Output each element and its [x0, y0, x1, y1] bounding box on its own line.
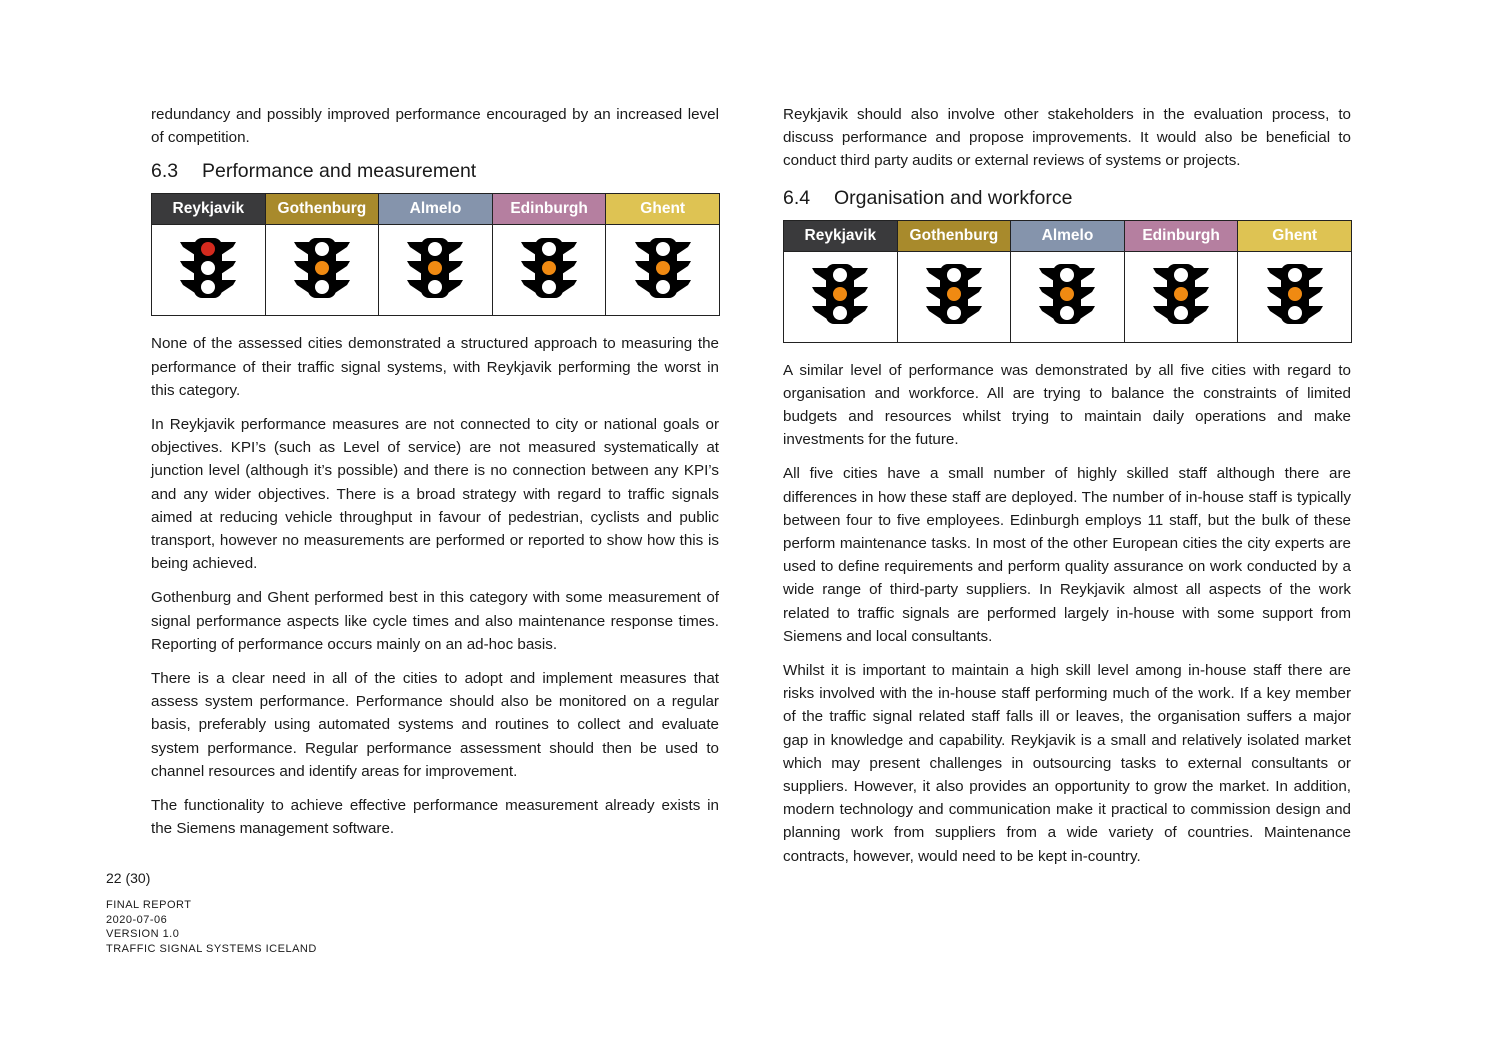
traffic-light-icon: [520, 238, 578, 298]
city-header: Gothenburg: [265, 194, 379, 225]
rating-cell: [492, 225, 606, 316]
city-header: Reykjavik: [784, 220, 898, 251]
rating-cell: [265, 225, 379, 316]
right-intro-paragraph: Reykjavik should also involve other stakeholders in the evaluation process, to discuss performance and propose improvements. It would also be beneficial to conduct third party audits or external reviews of systems or projects.: [783, 106, 1351, 170]
traffic-light-icon: [634, 238, 692, 298]
body-paragraph: In Reykjavik performance measures are not connected to city or national goals or objectives. KPI’s (such as Level of service) are not measured systematically at junction level (although it’s possible) and there is no connection between any KPI’s and any wider objectives. There is a broad strategy with regard to traffic signals aimed at reducing vehicle throughput in favour of pedestrian, cyclists and public transport, however no measurements are performed or reported to show how this is being achieved.: [151, 416, 719, 573]
traffic-light-icon: [1038, 264, 1096, 324]
meta-line: TRAFFIC SIGNAL SYSTEMS ICELAND: [106, 942, 317, 955]
section-6-3-heading: [151, 160, 719, 183]
body-paragraph: None of the assessed cities demonstrated a structured approach to measuring the performance of their traffic signal systems, with Reykjavik performing the worst in this category.: [151, 335, 719, 399]
body-paragraph: Gothenburg and Ghent performed best in this category with some measurement of signal performance aspects like cycle times and also maintenance response times. Reporting of performance occurs mainly on an ad-hoc basis.: [151, 589, 719, 653]
city-header: Ghent: [1238, 220, 1352, 251]
city-header: Edinburgh: [492, 194, 606, 225]
section-title: Performance and measurement: [202, 160, 477, 183]
body-paragraph: Whilst it is important to maintain a high skill level among in-house staff there are risks involved with the in-house staff performing much of the work. If a key member of the traffic signal related staff falls ill or leaves, the organisation suffers a major gap in knowledge and capability. Reykjavik is a small and relatively isolated market which may present challenges in outsourcing tasks to external consultants or suppliers. However, it also provides an opportunity to grow the market. In addition, modern technology and communication make it practical to commission design and planning work from suppliers from a wide variety of countries. Maintenance contracts, however, would need to be kept in-country.: [783, 662, 1351, 865]
city-header: Almelo: [379, 194, 493, 225]
traffic-light-icon: [179, 238, 237, 298]
meta-line: FINAL REPORT: [106, 899, 192, 911]
body-paragraph: A similar level of performance was demonstrated by all five cities with regard to organisation and workforce. All are trying to balance the constraints of limited budgets and resources whilst trying to maintain daily operations and make investments for the future.: [783, 361, 1351, 449]
meta-line: VERSION 1.0: [106, 928, 180, 940]
rating-cell: [1011, 251, 1125, 342]
document-meta: [106, 898, 317, 956]
traffic-light-icon: [293, 238, 351, 298]
section-title: Organisation and workforce: [834, 186, 1073, 209]
rating-table-organisation: [783, 220, 1352, 343]
rating-cell: [1238, 251, 1352, 342]
body-paragraph: All five cities have a small number of highly skilled staff although there are differences in how these staff are deployed. The number of in-house staff is typically between four to five employees. Edinburgh employs 11 staff, but the bulk of these perform maintenance tasks. In most of the other European cities the city experts are used to define requirements and perform quality assurance on work conducted by a wide range of third-party suppliers. In Reykjavik almost all aspects of the work related to traffic signals are performed largely in-house with some support from Siemens and local consultants.: [783, 465, 1351, 645]
traffic-light-icon: [811, 264, 869, 324]
traffic-light-icon: [1266, 264, 1324, 324]
meta-line: 2020-07-06: [106, 913, 168, 926]
section-number: 6.4: [783, 186, 811, 209]
page-number: 22 (30): [106, 870, 151, 886]
section-6-4-heading: [783, 187, 1351, 210]
left-column: [151, 103, 719, 851]
city-header: Ghent: [606, 194, 720, 225]
rating-table-performance: [151, 193, 720, 316]
rating-cell: [897, 251, 1011, 342]
rating-cell: [606, 225, 720, 316]
city-header: Gothenburg: [897, 220, 1011, 251]
traffic-light-icon: [925, 264, 983, 324]
traffic-light-icon: [406, 238, 464, 298]
left-intro-paragraph: redundancy and possibly improved performance encouraged by an increased level of competition.: [151, 106, 719, 147]
city-header: Reykjavik: [152, 194, 266, 225]
rating-cell: [1124, 251, 1238, 342]
body-paragraph: The functionality to achieve effective performance measurement already exists in the Siemens management software.: [151, 797, 719, 838]
rating-cell: [152, 225, 266, 316]
section-number: 6.3: [151, 160, 179, 183]
rating-cell: [379, 225, 493, 316]
city-header: Almelo: [1011, 220, 1125, 251]
city-header: Edinburgh: [1124, 220, 1238, 251]
rating-cell: [784, 251, 898, 342]
body-paragraph: There is a clear need in all of the cities to adopt and implement measures that assess system performance. Performance should also be monitored on a regular basis, preferably using automated systems and routines to collect and evaluate system performance. Regular performance assessment should then be used to channel resources and identify areas for improvement.: [151, 670, 719, 780]
traffic-light-icon: [1152, 264, 1210, 324]
right-column: [783, 103, 1351, 879]
